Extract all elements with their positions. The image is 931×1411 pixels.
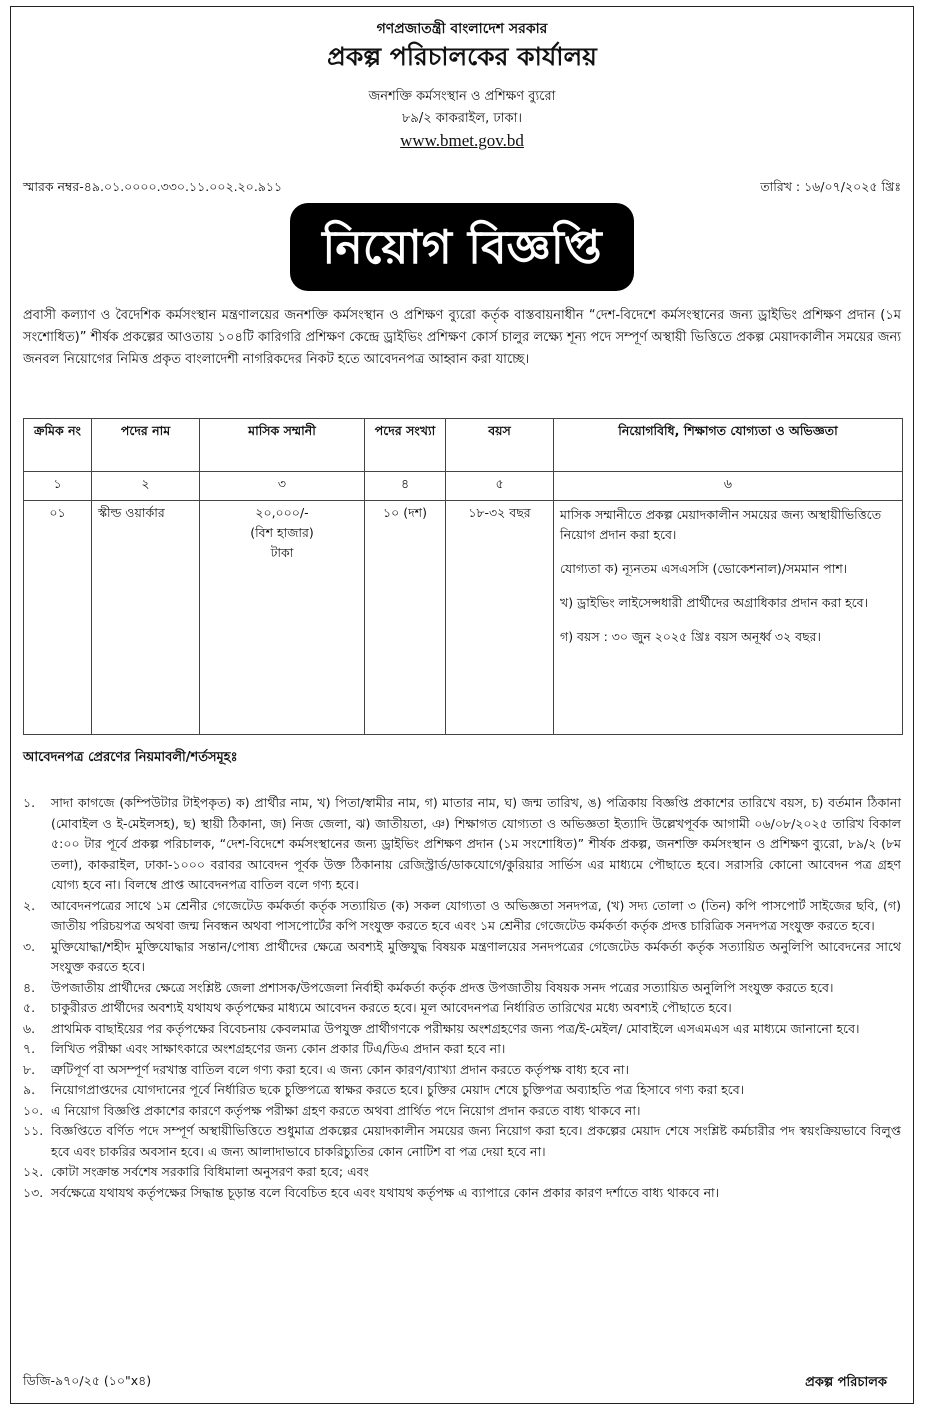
header-salary: মাসিক সম্মানী — [200, 419, 365, 472]
header-post: পদের নাম — [92, 419, 200, 472]
list-item: ১৩. সর্বক্ষেত্রে যথাযথ কর্তৃপক্ষের সিদ্ধান্ত চূড়ান্ত বলে বিবেচিত হবে এবং যথাযথ কর্তৃপক্ষ এ ব্যাপারে কোন প্রকার কারণ দর্শাতে বাধ্য থাকবে না। — [23, 1184, 720, 1200]
salary-amount: ২০,০০০/- — [255, 505, 309, 520]
list-item: ৯. নিয়োগপ্রাপ্তদের যোগদানের পূর্বে নির্ধারিত ছকে চুক্তিপত্রে স্বাক্ষর করতে হবে। চুক্তির মেয়াদ শেষে চুক্তিপত্র অব্যাহতি পত্র হিসাবে গণ্য করা হবে। — [23, 1082, 745, 1097]
table-header-row — [24, 419, 903, 472]
memo-number: স্মারক নম্বর-৪৯.০১.০০০০.৩৩০.১১.০০২.২০.৯১১ — [23, 179, 283, 194]
list-item: ১০. এ নিয়োগ বিজ্ঞপ্তি প্রকাশের কারণে কর্তৃপক্ষ পরীক্ষা গ্রহণ করতে অথবা প্রার্থিত পদে নিয়োগ প্রদান করতে বাধ্য থাকবে না। — [23, 1102, 641, 1118]
list-item: ১. সাদা কাগজে (কম্পিউটার টাইপকৃত) ক) প্রার্থীর নাম, খ) পিতা/স্বামীর নাম, গ) মাতার নাম, ঘ) জন্ম তারিখ, ঙ) পত্রিকায় বিজ্ঞপ্তি প্রকাশের তারিখে বয়স, চ) বর্তমান ঠিকানা (মোবাইল ও ই-মেইলসহ), ছ) স্থায়ী ঠিকানা, জ) নিজ জেলা, ঝ) জাতীয়তা, ঞ) শিক্ষাগত যোগ্যতা ও অভিজ্ঞতা ইত্যাদি উল্লেখপূর্বক আগামী ০৬/০৮/২০২৫ তারিখ বিকাল ৫:০০ টার পূর্বে প্রকল্প পরিচালক, “দেশ-বিদেশে কর্মসংস্থানের জন্য ড্রাইভিং প্রশিক্ষণ প্রদান (১ম সংশোধিত)” শীর্ষক প্রকল্প, জনশক্তি কর্মসংস্থান ও প্রশিক্ষণ ব্যুরো, ৮৯/২ (৮ম তলা), কাকরাইল, ঢাকা-১০০০ বরাবর আবেদন পূর্বক উক্ত ঠিকানায় রেজিস্ট্রার্ড/ডাকযোগে/কুরিয়ার সার্ভিস এর মাধ্যমে পৌছাতে হবে। সরাসরি কোনো আবেদন পত্র গ্রহণ যোগ্য হবে না। বিলম্বে প্রাপ্ত আবেদনপত্র বাতিল বলে গণ্য হবে। — [23, 795, 901, 892]
list-item: ৩. মুক্তিযোদ্ধা/শহীদ মুক্তিযোদ্ধার সন্তান/পোষ্য প্রার্থীদের ক্ষেত্রে অবশ্যই মুক্তিযুদ্ধ বিষয়ক মন্ত্রণালয়ের সনদপত্রের গেজেটেড কর্মকর্তা কর্তৃক সত্যায়িত অনুলিপি আবেদনের সাথে সংযুক্ত করতে হবে। — [23, 938, 901, 974]
col-number: ৬ — [554, 472, 903, 501]
col-number: ১ — [24, 472, 92, 501]
list-item: ৭. লিখিত পরীক্ষা এবং সাক্ষাৎকারে অংশগ্রহণের জন্য কোন প্রকার টিএ/ডিএ প্রদান করা হবে না। — [23, 1041, 506, 1056]
list-item: ৪. উপজাতীয় প্রার্থীদের ক্ষেত্রে সংশ্লিষ্ট জেলা প্রশাসক/উপজেলা নির্বাহী কর্মকর্তা কর্তৃক প্রদত্ত উপজাতীয় বিষয়ক সনদ পত্রের সত্যায়িত অনুলিপি সংযুক্ত করতে হবে। — [23, 979, 834, 995]
list-item: ১২. কোটা সংক্রান্ত সর্বশেষ সরকারি বিধিমালা অনুসরণ করা হবে; এবং — [23, 1164, 369, 1179]
row-serial: ০১ — [24, 501, 92, 735]
row-count: ১০ (দশ) — [365, 501, 446, 735]
government-name: গণপ্রজাতন্ত্রী বাংলাদেশ সরকার — [376, 21, 548, 37]
notice-date: তারিখ : ১৬/০৭/২০২৫ খ্রিঃ — [760, 179, 901, 194]
notice-title: নিয়োগ বিজ্ঞপ্তি — [290, 203, 633, 291]
bureau-name: জনশক্তি কর্মসংস্থান ও প্রশিক্ষণ ব্যুরো — [368, 89, 556, 104]
requirement-item: গ) বয়স : ৩০ জুন ২০২৫ খ্রিঃ বয়স অনূর্ধ্ব ৩২ বছর। — [560, 629, 822, 644]
rules-list — [23, 793, 901, 1203]
list-item: ৮. ত্রুটিপূর্ণ বা অসম্পূর্ণ দরখাস্ত বাতিল বলে গণ্য করা হবে। এ জন্য কোন কারণ/ব্যাখ্যা প্রদান করতে কর্তৃপক্ষ বাধ্য হবে না। — [23, 1061, 629, 1077]
office-address: ৮৯/২ কাকরাইল, ঢাকা। — [401, 111, 523, 126]
col-number: ৩ — [200, 472, 365, 501]
row-requirements — [554, 501, 903, 735]
salary-unit: টাকা — [270, 545, 294, 560]
requirement-item: খ) ড্রাইভিং লাইসেন্সধারী প্রার্থীদের অগ্রাধিকার প্রদান করা হবে। — [560, 595, 869, 610]
list-item: ৬. প্রাথমিক বাছাইয়ের পর কর্তৃপক্ষের বিবেচনায় কেবলমাত্র উপযুক্ত প্রার্থীগণকে পরীক্ষায় অংশগ্রহণের জন্য পত্র/ই-মেইল/ মোবাইলে এসএমএস এর মাধ্যমে জানানো হবে। — [23, 1020, 860, 1036]
header-count: পদের সংখ্যা — [365, 419, 446, 472]
list-item: ২. আবেদনপত্রের সাথে ১ম শ্রেনীর গেজেটেড কর্মকর্তা কর্তৃক সত্যায়িত (ক) সকল যোগ্যতা ও অভিজ্ঞতা সনদপত্র, (খ) সদ্য তোলা ৩ (তিন) কপি পাসপোর্ট সাইজের ছবি, (গ) জাতীয় পরিচয়পত্র অথবা জন্ম নিবন্ধন অথবা পাসপোর্টের কপি সংযুক্ত করতে হবে এবং ১ম শ্রেনীর গেজেটেড কর্মকর্তা কর্তৃক প্রদত্ত চারিত্রিক সনদপত্র সংযুক্ত করতে হবে। — [23, 897, 902, 933]
rules-heading: আবেদনপত্র প্রেরণের নিয়মাবলী/শর্তসমূহঃ — [23, 750, 238, 765]
signatory: প্রকল্প পরিচালক — [805, 1375, 887, 1390]
list-item: ৫. চাকুরীরত প্রার্থীদের অবশ্যই যথাযথ কর্তৃপক্ষের মাধ্যমে আবেদন করতে হবে। মূল আবেদনপত্র নির্ধারিত তারিখের মধ্যে অবশ্যই পৌছাতে হবে। — [23, 1000, 732, 1015]
row-post: স্কীল্ড ওয়ার্কার — [92, 501, 200, 735]
list-item: ১১. বিজ্ঞপ্তিতে বর্ণিত পদে সম্পূর্ণ অস্থায়ীভিত্তিতে শুধুমাত্র প্রকল্পের মেয়াদকালীন সময়ের জন্য নিয়োগ করা হবে। প্রকল্পের মেয়াদ শেষে সংশ্লিষ্ট কর্মচারীর পদ স্বয়ংক্রিয়ভাবে বিলুপ্ত হবে এবং চাকরির অবসান হবে। এ জন্য আলাদাভাবে চাকরিচ্যুতির কোন নোটিশ বা পত্র দেয়া হবে না। — [23, 1123, 901, 1159]
header-requirements: নিয়োগবিধি, শিক্ষাগত যোগ্যতা ও অভিজ্ঞতা — [554, 419, 903, 472]
col-number: ২ — [92, 472, 200, 501]
notice-page — [10, 6, 914, 1404]
col-number: ৫ — [446, 472, 554, 501]
header-serial: ক্রমিক নং — [24, 419, 92, 472]
office-name: প্রকল্প পরিচালকের কার্যালয় — [327, 42, 597, 71]
salary-words: (বিশ হাজার) — [250, 525, 314, 540]
column-number-row — [24, 472, 903, 501]
col-number: ৪ — [365, 472, 446, 501]
website-link[interactable]: www.bmet.gov.bd — [400, 131, 524, 150]
row-age: ১৮-৩২ বছর — [446, 501, 554, 735]
requirement-item: মাসিক সম্মানীতে প্রকল্প মেয়াদকালীন সময়ের জন্য অস্থায়ীভিত্তিতে নিয়োগ প্রদান করা হবে। — [560, 507, 882, 542]
row-salary — [200, 501, 365, 735]
intro-paragraph: প্রবাসী কল্যাণ ও বৈদেশিক কর্মসংস্থান মন্ত্রণালয়ের জনশক্তি কর্মসংস্থান ও প্রশিক্ষণ ব্যুরো কর্তৃক বাস্তবায়নাধীন “দেশ-বিদেশে কর্মসংস্থানের জন্য ড্রাইভিং প্রশিক্ষণ প্রদান (১ম সংশোধিত)” শীর্ষক প্রকল্পের আওতায় ১০৪টি কারিগরি প্রশিক্ষণ কেন্দ্রে ড্রাইভিং প্রশিক্ষণ কোর্স চালুর লক্ষ্যে শূন্য পদে সম্পূর্ণ অস্থায়ী ভিত্তিতে প্রকল্প মেয়াদকালীন সময়ের জন্য জনবল নিয়োগের নিমিত্ত প্রকৃত বাংলাদেশী নাগরিকদের নিকট হতে আবেদনপত্র আহ্বান করা যাচ্ছে। — [23, 308, 901, 367]
posts-table — [23, 418, 903, 735]
requirement-item: যোগ্যতা ক) ন্যূনতম এসএসসি (ভোকেশনাল)/সমমান পাশ। — [560, 561, 848, 576]
header-age: বয়স — [446, 419, 554, 472]
dg-code: ডিজি-৯৭০/২৫ (১০"x৪) — [23, 1373, 152, 1388]
table-row — [24, 501, 903, 735]
